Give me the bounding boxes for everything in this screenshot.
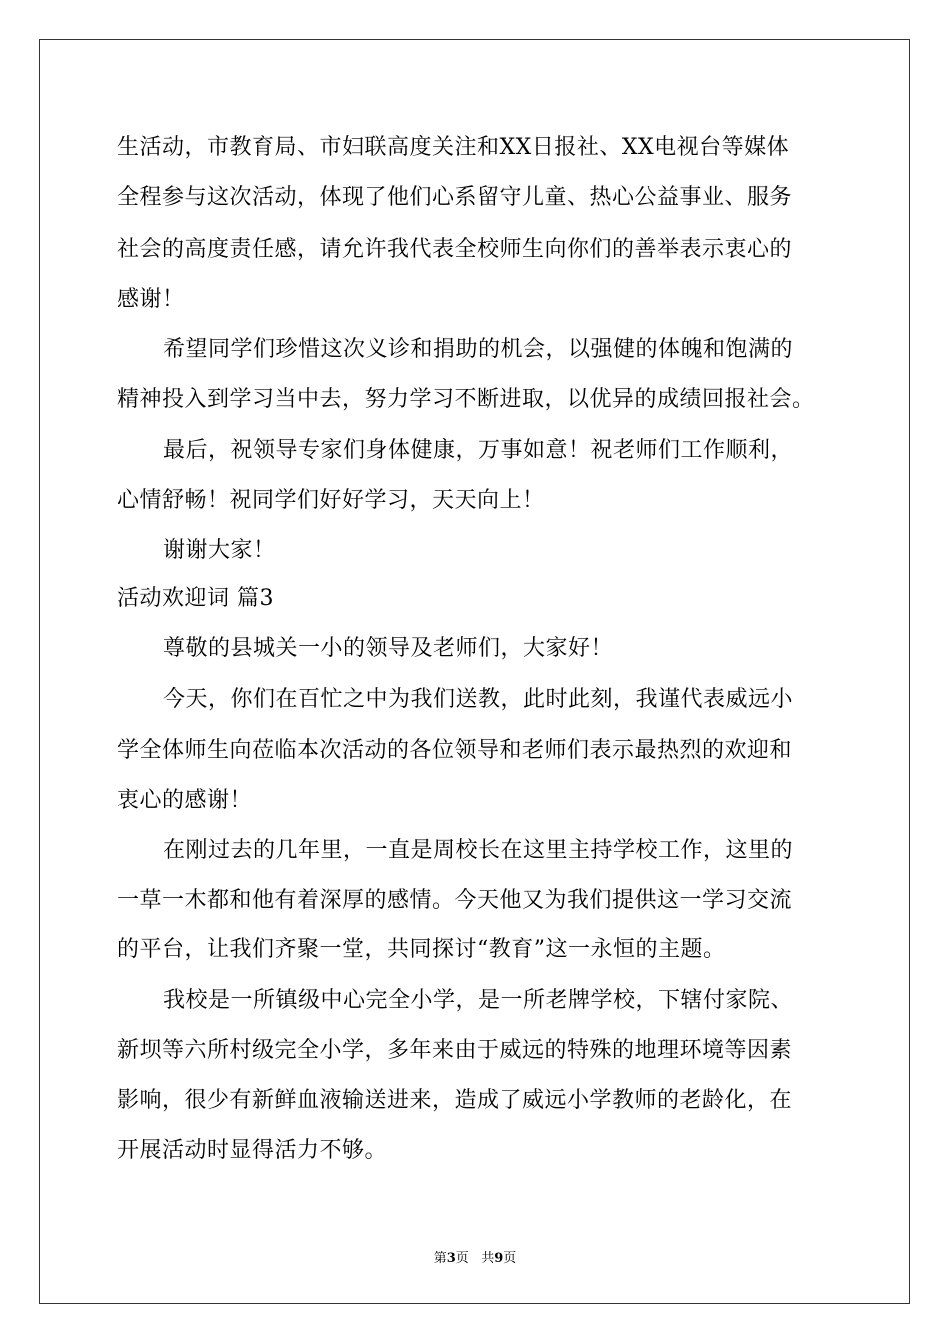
text-line: 开展活动时显得活力不够。 [117, 1138, 388, 1163]
text-line: 全程参与这次活动，体现了他们心系留守儿童、热心公益事业、服务 [117, 185, 793, 210]
footer-page-suffix: 页 [455, 1251, 469, 1266]
text-line: 社会的高度责任感，请允许我代表全校师生向你们的善举表示衷心的 [117, 237, 793, 262]
page-footer [0, 1251, 950, 1267]
paragraph-first-line: 我校是一所镇级中心完全小学，是一所老牌学校，下辖付家院、 [163, 988, 794, 1013]
text-line: 生活动，市教育局、市妇联高度关注和XX日报社、XX电视台等媒体 [117, 135, 790, 160]
text-line: 新坝等六所村级完全小学，多年来由于威远的特殊的地理环境等因素 [117, 1038, 793, 1063]
text-line: 精神投入到学习当中去，努力学习不断进取，以优异的成绩回报社会。 [117, 387, 815, 412]
text-line: 感谢！ [117, 287, 185, 312]
text-line: 影响，很少有新鲜血液输送进来，造成了威远小学教师的老龄化，在 [117, 1088, 793, 1113]
paragraph-first-line: 在刚过去的几年里，一直是周校长在这里主持学校工作，这里的 [163, 838, 794, 863]
paragraph-first-line: 最后，祝领导专家们身体健康，万事如意！祝老师们工作顺利， [163, 438, 794, 463]
text-line: 的平台，让我们齐聚一堂，共同探讨“教育”这一永恒的主题。 [117, 937, 726, 962]
footer-total-suffix: 页 [503, 1251, 517, 1266]
section-heading: 活动欢迎词 篇3 [117, 586, 274, 611]
text-line: 心情舒畅！祝同学们好好学习，天天向上！ [117, 488, 545, 513]
total-page-count: 9 [494, 1251, 504, 1266]
text-line: 学全体师生向莅临本次活动的各位领导和老师们表示最热烈的欢迎和 [117, 738, 793, 763]
paragraph-first-line: 今天，你们在百忙之中为我们送教，此时此刻，我谨代表威远小 [163, 687, 794, 712]
text-line: 衷心的感谢！ [117, 788, 253, 813]
paragraph-first-line: 希望同学们珍惜这次义诊和捐助的机会，以强健的体魄和饱满的 [163, 337, 794, 362]
paragraph-first-line: 谢谢大家！ [163, 538, 276, 563]
text-line: 一草一木都和他有着深厚的感情。今天他又为我们提供这一学习交流 [117, 888, 793, 913]
paragraph-first-line: 尊敬的县城关一小的领导及老师们，大家好！ [163, 636, 614, 661]
current-page-number: 3 [446, 1251, 456, 1266]
footer-prefix: 第 [433, 1251, 447, 1266]
footer-total-prefix: 共 [481, 1251, 495, 1266]
